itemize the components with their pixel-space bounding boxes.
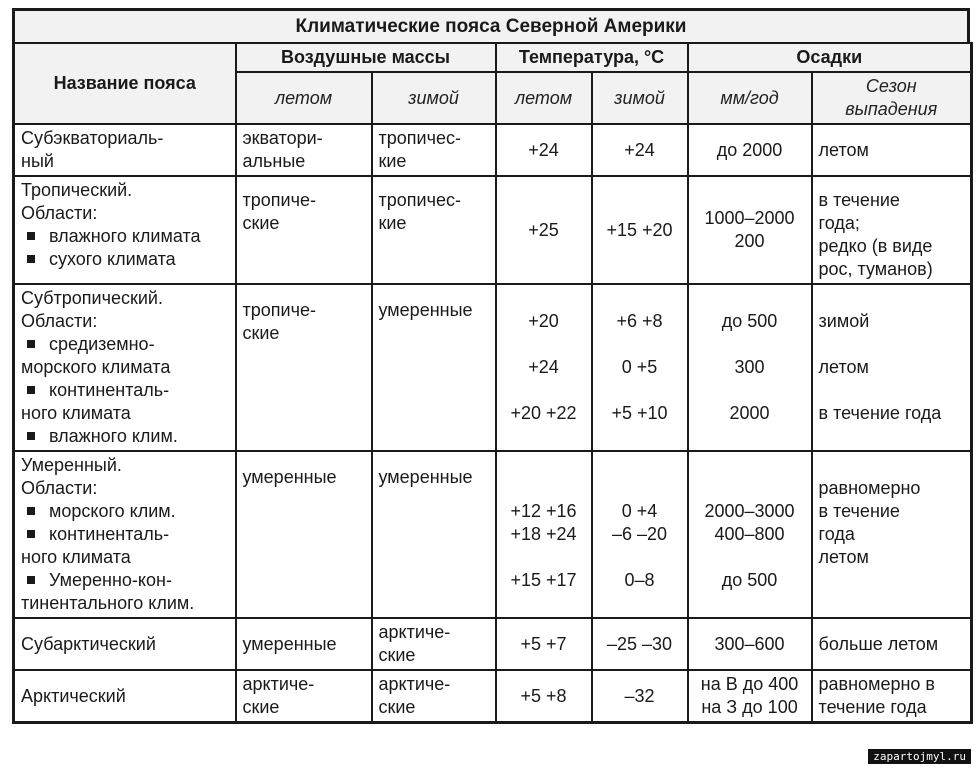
temp-winter: –32 (592, 670, 688, 723)
air-winter: тропичес- кие (372, 124, 496, 176)
temp-summer: +20 +24 +20 +22 (496, 284, 592, 451)
zone-tropical: Тропический. Области: влажного климата сухого климата (14, 176, 236, 284)
precip-season: летом (812, 124, 972, 176)
precip-season: зимой летом в течение года (812, 284, 972, 451)
header-air-summer: летом (236, 72, 372, 124)
header-season: Сезон выпадения (812, 72, 972, 124)
header-temp-winter: зимой (592, 72, 688, 124)
bullet-icon (27, 530, 35, 538)
temp-winter: +6 +8 0 +5 +5 +10 (592, 284, 688, 451)
air-summer: умеренные (236, 451, 372, 618)
precip-season: равномерно в течение года (812, 670, 972, 723)
air-summer: умеренные (236, 618, 372, 670)
header-air-masses: Воздушные массы (236, 43, 496, 72)
temp-winter: 0 +4 –6 –20 0–8 (592, 451, 688, 618)
bullet-icon (27, 576, 35, 584)
bullet-icon (27, 386, 35, 394)
bullet-icon (27, 507, 35, 515)
precip-season: равномерно в течение года летом (812, 451, 972, 618)
header-zone-name: Название пояса (14, 43, 236, 124)
row-subarctic (14, 618, 972, 670)
zone-temperate: Умеренный. Области: морского клим. континенталь- ного климата Умеренно-кон- тинентального клим. (14, 451, 236, 618)
temp-summer: +5 +7 (496, 618, 592, 670)
precip-mm: до 500 300 2000 (688, 284, 812, 451)
header-row-1 (14, 43, 972, 72)
header-mm-year: мм/год (688, 72, 812, 124)
row-tropical (14, 176, 972, 284)
precip-mm: 1000–2000 200 (688, 176, 812, 284)
zone-subtropical: Субтропический. Области: средиземно- морского климата континенталь- ного климата влажного клим. (14, 284, 236, 451)
temp-winter: +15 +20 (592, 176, 688, 284)
row-subtropical (14, 284, 972, 451)
bullet-icon (27, 255, 35, 263)
row-subequatorial (14, 124, 972, 176)
temp-winter: –25 –30 (592, 618, 688, 670)
temp-summer: +25 (496, 176, 592, 284)
temp-summer: +24 (496, 124, 592, 176)
air-winter: тропичес- кие (372, 176, 496, 284)
header-precipitation: Осадки (688, 43, 972, 72)
table-title: Климатические пояса Северной Америки (12, 8, 970, 42)
air-winter: умеренные (372, 451, 496, 618)
air-summer: экватори- альные (236, 124, 372, 176)
climate-zones-table (12, 42, 973, 724)
air-summer: тропиче- ские (236, 284, 372, 451)
air-summer: арктиче- ские (236, 670, 372, 723)
precip-mm: 300–600 (688, 618, 812, 670)
temp-winter: +24 (592, 124, 688, 176)
bullet-icon (27, 340, 35, 348)
air-winter: умеренные (372, 284, 496, 451)
watermark: zapartojmyl.ru (868, 749, 971, 764)
bullet-icon (27, 432, 35, 440)
precip-season: в течение года; редко (в виде рос, туманов) (812, 176, 972, 284)
zone-subequatorial: Субэкваториаль- ный (14, 124, 236, 176)
precip-mm: на В до 400 на З до 100 (688, 670, 812, 723)
row-arctic (14, 670, 972, 723)
bullet-icon (27, 232, 35, 240)
air-winter: арктиче- ские (372, 618, 496, 670)
row-temperate (14, 451, 972, 618)
header-temperature: Температура, °С (496, 43, 688, 72)
header-temp-summer: летом (496, 72, 592, 124)
temp-summer: +12 +16 +18 +24 +15 +17 (496, 451, 592, 618)
zone-arctic: Арктический (14, 670, 236, 723)
precip-mm: 2000–3000 400–800 до 500 (688, 451, 812, 618)
header-air-winter: зимой (372, 72, 496, 124)
air-winter: арктиче- ские (372, 670, 496, 723)
precip-mm: до 2000 (688, 124, 812, 176)
temp-summer: +5 +8 (496, 670, 592, 723)
zone-subarctic: Субарктический (14, 618, 236, 670)
air-summer: тропиче- ские (236, 176, 372, 284)
precip-season: больше летом (812, 618, 972, 670)
